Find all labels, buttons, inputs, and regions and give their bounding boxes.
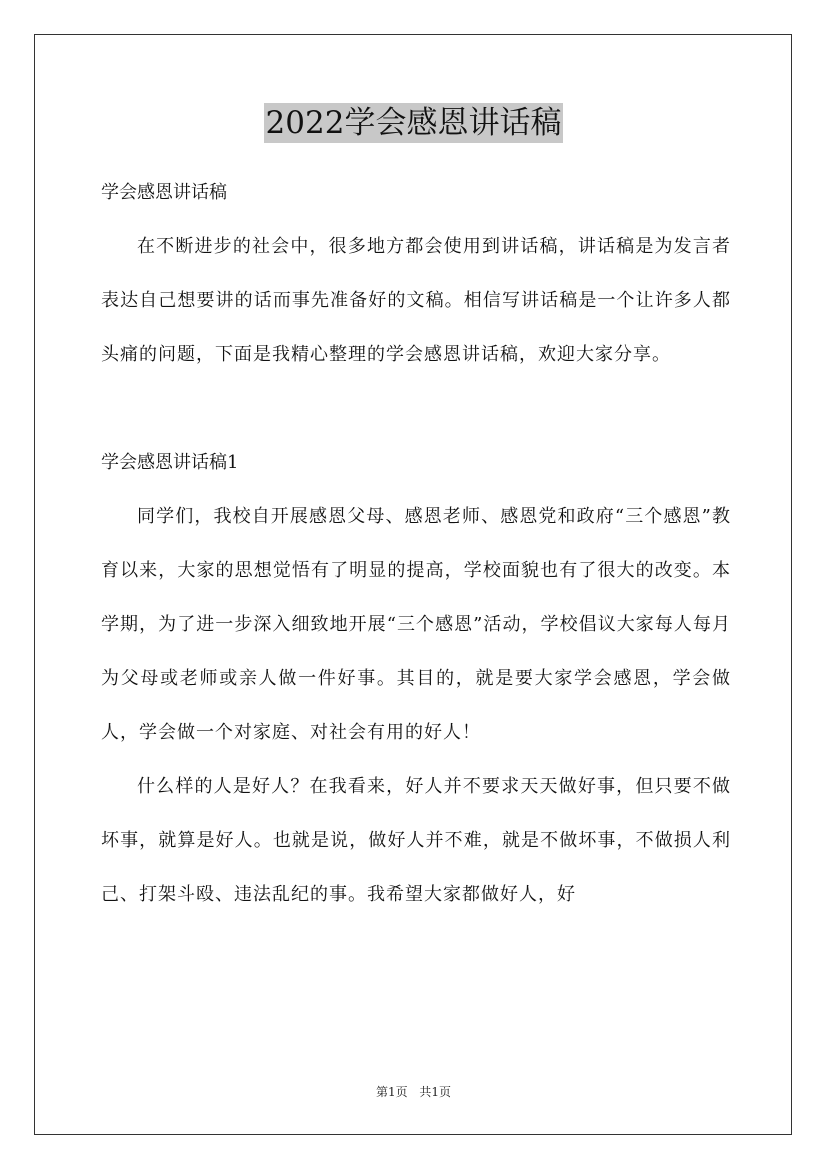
section-paragraph-2: 什么样的人是好人？在我看来，好人并不要求天天做好事，但只要不做坏事，就算是好人。也就是说，做好人并不难，就是不做坏事，不做损人利己、打架斗殴、违法乱纪的事。我希望大家都做好人，好 [101, 776, 731, 905]
document-body [101, 166, 731, 922]
section-heading: 学会感恩讲话稿1 [101, 452, 239, 473]
section-paragraph-1: 同学们，我校自开展感恩父母、感恩老师、感恩党和政府“三个感恩”教育以来，大家的思想觉悟有了明显的提高，学校面貌也有了很大的改变。本学期，为了进一步深入细致地开展“三个感恩”活动，学校倡议大家每人每月为父母或老师或亲人做一件好事。其目的，就是要大家学会感恩，学会做人，学会做一个对家庭、对社会有用的好人！ [101, 506, 731, 743]
page-number: 第1页 [375, 1085, 408, 1099]
title-container [0, 103, 827, 143]
page-total: 共1页 [419, 1085, 452, 1099]
document-title: 2022学会感恩讲话稿 [265, 105, 562, 141]
paragraph-gap [101, 382, 731, 436]
page-footer [0, 1083, 827, 1100]
intro-paragraph: 在不断进步的社会中，很多地方都会使用到讲话稿，讲话稿是为发言者表达自己想要讲的话而事先准备好的文稿。相信写讲话稿是一个让许多人都头痛的问题，下面是我精心整理的学会感恩讲话稿，欢迎大家分享。 [101, 236, 731, 365]
document-heading: 学会感恩讲话稿 [101, 182, 227, 203]
